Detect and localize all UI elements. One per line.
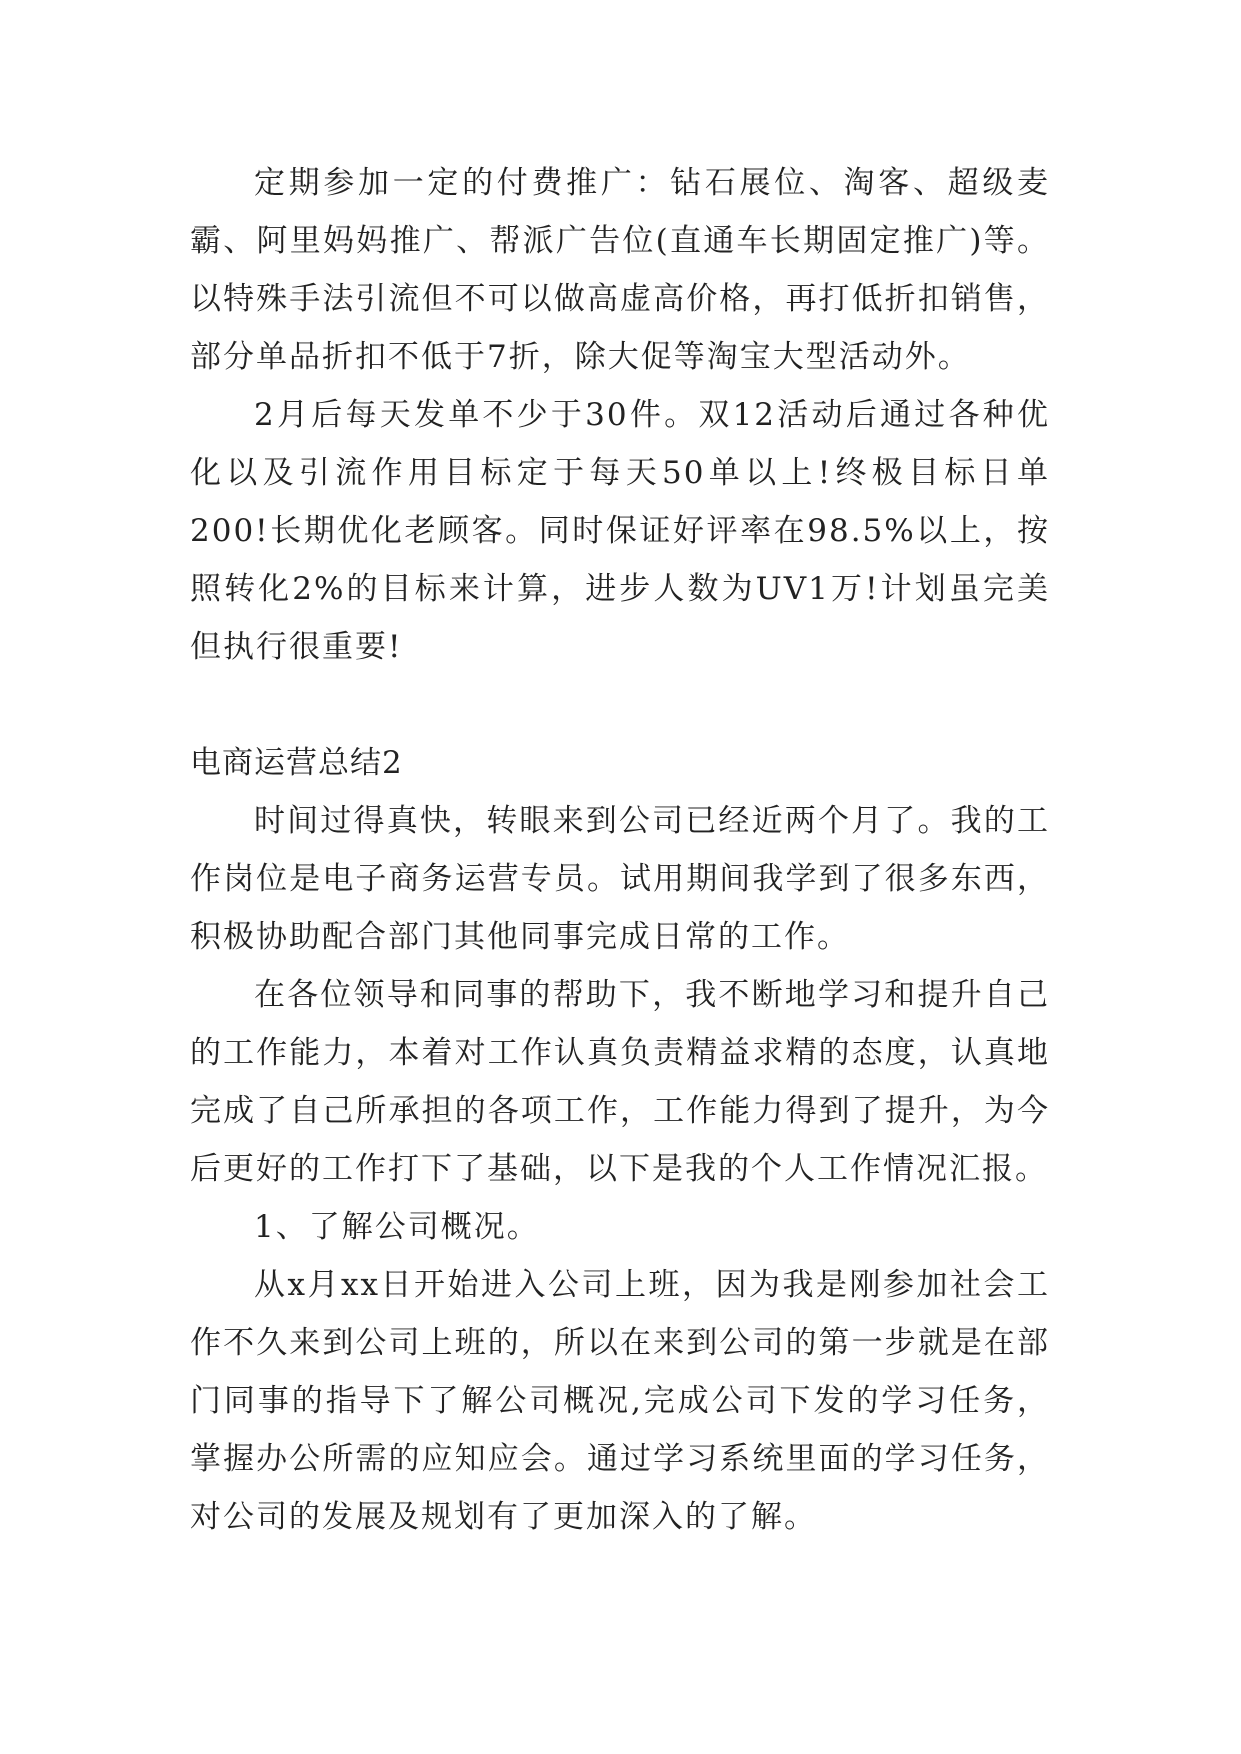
paragraph-item-1-heading: 1、了解公司概况。	[254, 1209, 540, 1245]
paragraph-time-flies: 时间过得真快，转眼来到公司已经近两个月了。我的工作岗位是电子商务运营专员。试用期间我学到了很多东西，积极协助配合部门其他同事完成日常的工作。	[190, 803, 1050, 955]
document-body	[190, 154, 1050, 1546]
section-title: 电商运营总结2	[190, 745, 403, 781]
paragraph-company-overview: 从x月xx日开始进入公司上班，因为我是刚参加社会工作不久来到公司上班的，所以在来到公司的第一步就是在部门同事的指导下了解公司概况,完成公司下发的学习任务，掌握办公所需的应知应会。通过学习系统里面的学习任务，对公司的发展及规划有了更加深入的了解。	[190, 1267, 1050, 1535]
paragraph-leadership-help: 在各位领导和同事的帮助下，我不断地学习和提升自己的工作能力，本着对工作认真负责精益求精的态度，认真地完成了自己所承担的各项工作，工作能力得到了提升，为今后更好的工作打下了基础，以下是我的个人工作情况汇报。	[190, 977, 1050, 1187]
paragraph-paid-promotion: 定期参加一定的付费推广：钻石展位、淘客、超级麦霸、阿里妈妈推广、帮派广告位(直通车长期固定推广)等。以特殊手法引流但不可以做高虚高价格，再打低折扣销售，部分单品折扣不低于7折，除大促等淘宝大型活动外。	[190, 165, 1050, 375]
paragraph-daily-order-targets: 2月后每天发单不少于30件。双12活动后通过各种优化以及引流作用目标定于每天50单以上!终极目标日单200!长期优化老顾客。同时保证好评率在98.5%以上，按照转化2%的目标来计算，进步人数为UV1万!计划虽完美但执行很重要!	[190, 397, 1050, 665]
